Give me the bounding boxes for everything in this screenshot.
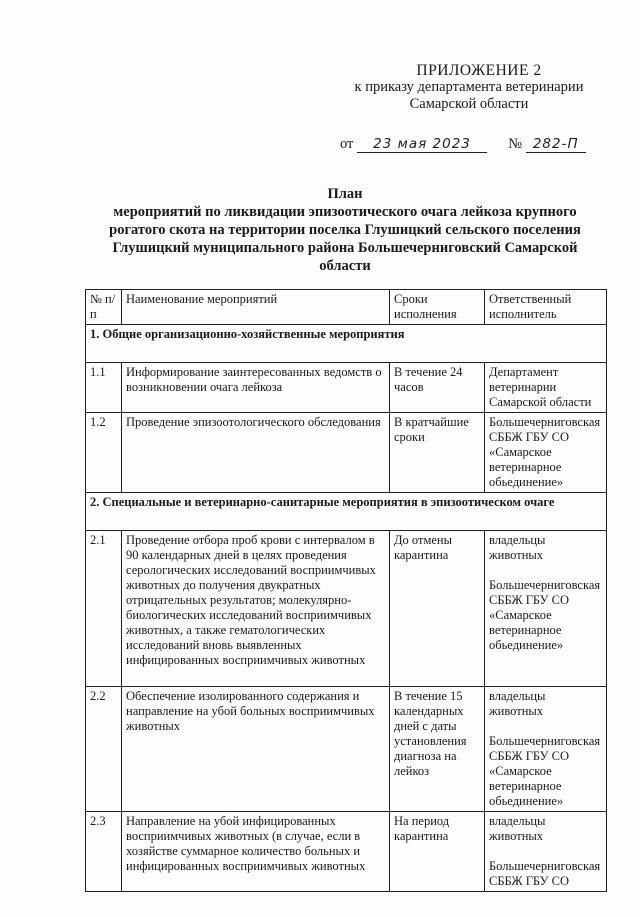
order-number-label: № xyxy=(508,136,523,152)
row-responsible: Большечерниговская СББЖ ГБУ СО «Самарское ветеринарное обьединение» xyxy=(485,413,607,493)
header-num: № п/п xyxy=(86,290,122,325)
section-title: 1. Общие организационно-хозяйственные мероприятия xyxy=(86,325,607,363)
plan-subtitle-line-4: области xyxy=(319,258,371,274)
section-row xyxy=(86,493,607,531)
section-row xyxy=(86,325,607,363)
measures-table xyxy=(85,289,607,892)
header-deadline: Сроки исполнения xyxy=(390,290,485,325)
row-num: 2.2 xyxy=(86,687,122,812)
appendix-block xyxy=(338,62,600,113)
header-responsible: Ответственный исполнитель xyxy=(485,290,607,325)
row-name: Проведение эпизоотологического обследования xyxy=(122,413,390,493)
table-row xyxy=(86,812,607,892)
row-deadline: В течение 15 календарных дней с даты установления диагноза на лейкоз xyxy=(390,687,485,812)
order-reference xyxy=(340,136,586,153)
row-num: 1.1 xyxy=(86,363,122,413)
row-name: Направление на убой инфицированных восприимчивых животных (в случае, если в хозяйстве суммарное количество больных и инфицированных восприимчивых животных xyxy=(122,812,390,892)
plan-subtitle-line-1: мероприятий по ликвидации эпизоотического очага лейкоза крупного xyxy=(113,204,577,220)
plan-subtitle-line-2: рогатого скота на территории поселка Глушицкий сельского поселения xyxy=(109,222,581,238)
row-responsible xyxy=(485,812,607,892)
row-name: Обеспечение изолированного содержания и направление на убой больных восприимчивых животных xyxy=(122,687,390,812)
row-deadline: В течение 24 часов xyxy=(390,363,485,413)
order-from-label: от xyxy=(340,136,354,152)
plan-title: План xyxy=(327,186,363,202)
row-responsible-owner: владельцы животных xyxy=(489,814,546,843)
section-title: 2. Специальные и ветеринарно-санитарные мероприятия в эпизоотическом очаге xyxy=(86,493,607,531)
plan-subtitle-line-3: Глушицкий муниципального района Большечерниговский Самарской xyxy=(112,240,578,256)
appendix-line-2: Самарской области xyxy=(409,96,529,112)
row-num: 2.1 xyxy=(86,531,122,687)
row-responsible-station: Большечерниговская СББЖ ГБУ СО xyxy=(489,859,601,888)
row-name: Проведение отбора проб крови с интервалом в 90 календарных дней в целях проведения серологических исследований восприимчивых животных до получения двукратных отрицательных результатов; молекулярно-биологических исследований восприимчивых животных, а также гематологических исследований вновь выявленных инфицированных восприимчивых животных xyxy=(122,531,390,687)
table-row xyxy=(86,363,607,413)
row-name: Информирование заинтересованных ведомств о возникновении очага лейкоза xyxy=(122,363,390,413)
row-responsible-owner: владельцы животных xyxy=(489,533,546,562)
row-responsible-station: Большечерниговская СББЖ ГБУ СО «Самарское ветеринарное обьединение» xyxy=(489,578,601,652)
order-date: 23 мая 2023 xyxy=(357,136,487,153)
header-name: Наименование мероприятий xyxy=(122,290,390,325)
table-row xyxy=(86,413,607,493)
table-header-row xyxy=(86,290,607,325)
row-num: 2.3 xyxy=(86,812,122,892)
row-deadline: В кратчайшие сроки xyxy=(390,413,485,493)
row-deadline: До отмены карантина xyxy=(390,531,485,687)
table-row xyxy=(86,687,607,812)
row-responsible xyxy=(485,531,607,687)
plan-heading xyxy=(80,185,610,275)
row-responsible xyxy=(485,687,607,812)
row-responsible: Департамент ветеринарии Самарской области xyxy=(485,363,607,413)
table-row xyxy=(86,531,607,687)
order-number: 282-П xyxy=(526,136,586,153)
appendix-line-1: к приказу департамента ветеринарии xyxy=(354,79,584,95)
row-responsible-station: Большечерниговская СББЖ ГБУ СО «Самарское ветеринарное обьединение» xyxy=(489,734,601,808)
row-deadline: На период карантина xyxy=(390,812,485,892)
appendix-title: ПРИЛОЖЕНИЕ 2 xyxy=(416,62,542,79)
row-num: 1.2 xyxy=(86,413,122,493)
row-responsible-owner: владельцы животных xyxy=(489,689,546,718)
